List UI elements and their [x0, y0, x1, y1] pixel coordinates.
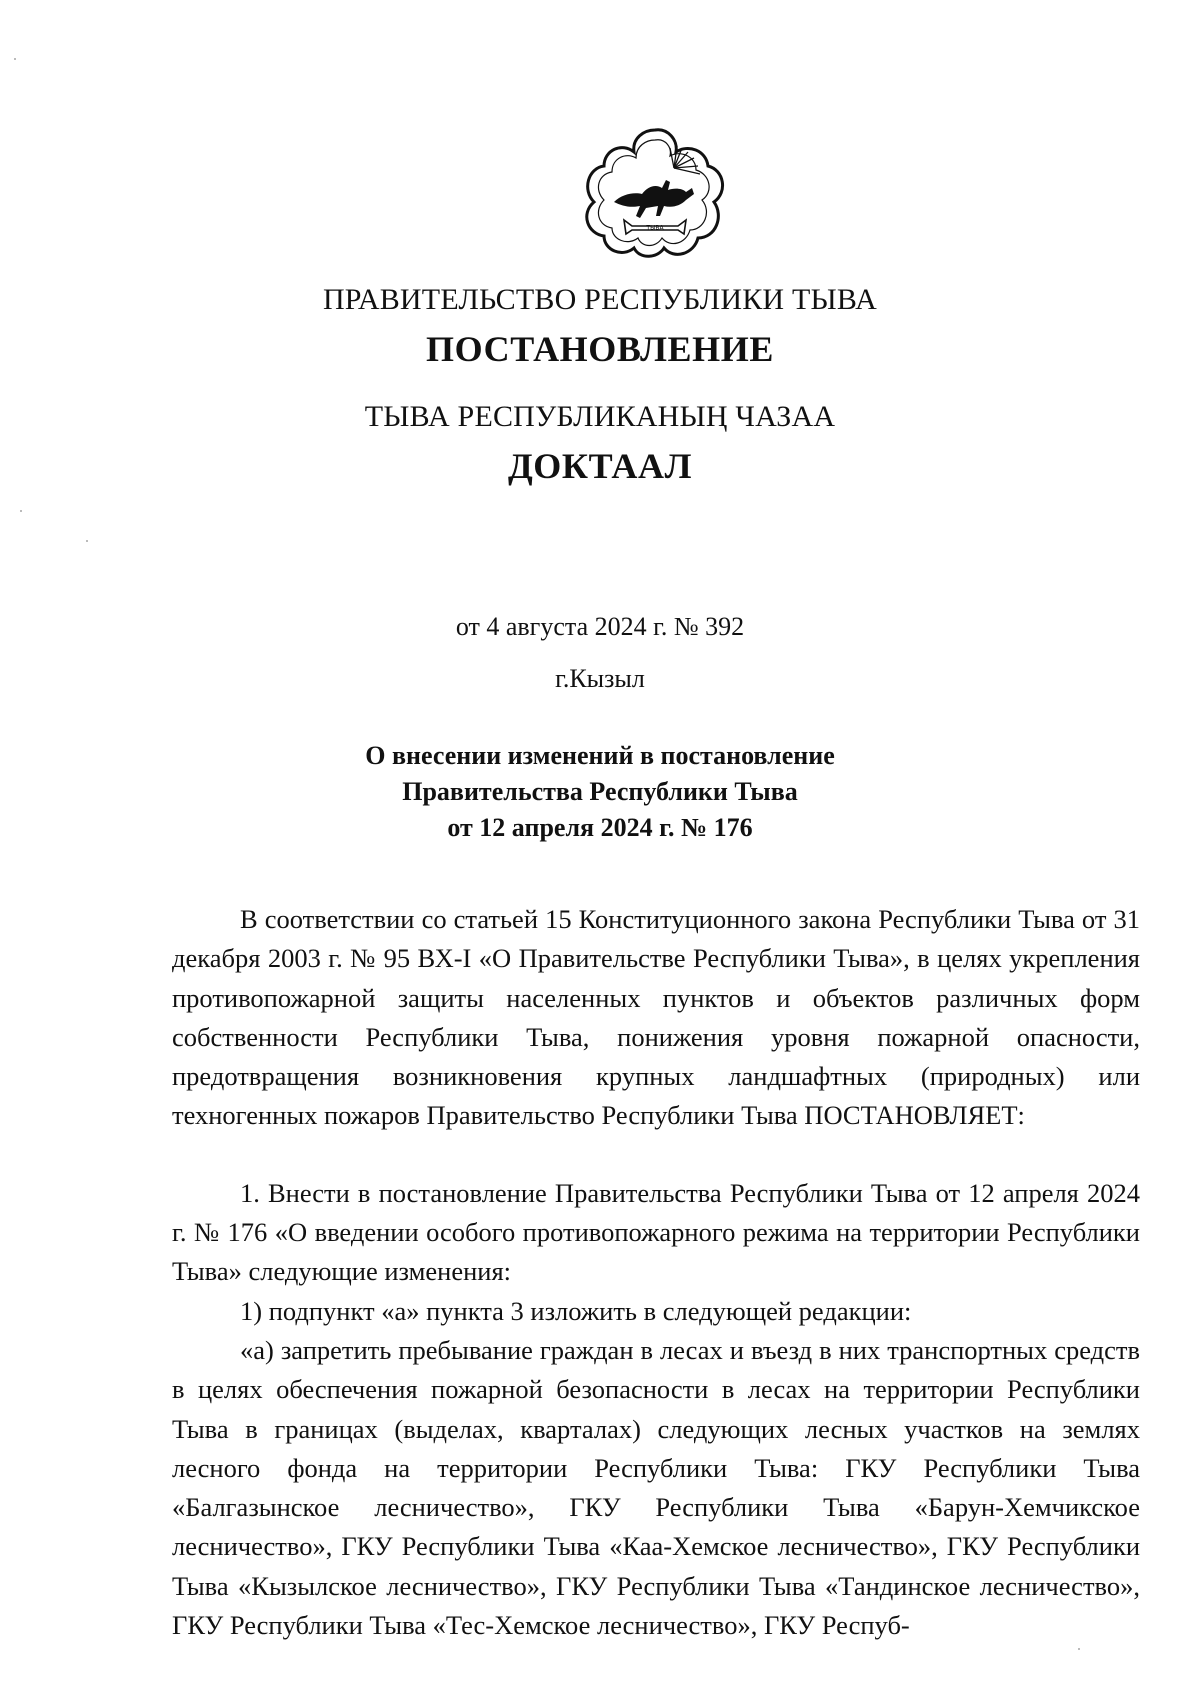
decree-city: г.Кызыл [555, 664, 645, 693]
document-type-tyv: ДОКТААЛ [507, 446, 693, 486]
decree-title-line: от 12 апреля 2024 г. № 176 [447, 813, 753, 842]
decree-date-number: от 4 августа 2024 г. № 392 [455, 612, 745, 641]
scan-speck [86, 540, 88, 542]
decree-body [172, 900, 1140, 1645]
decree-title-line: Правительства Республики Тыва [402, 777, 798, 806]
item-1-paragraph: 1. Внести в постановление Правительства Республики Тыва от 12 апреля 2024 г. № 176 «О введении особого противопожарного режима на территории Республики Тыва» следующие изменения: [172, 1177, 1140, 1287]
decree-title [0, 738, 1200, 846]
scan-speck [14, 58, 16, 60]
decree-title-line: О внесении изменений в постановление [365, 741, 835, 770]
quote-a-paragraph: «а) запретить пребывание граждан в лесах и въезд в них транспортных средств в целях обеспечения пожарной безопасности в лесах на территории Республики Тыва в границах (выделах, кварталах) следующих лесных участков на землях лесного фонда на территории Республики Тыва: ГКУ Республики Тыва «Балгазынское лесничество», ГКУ Республики Тыва «Барун-Хемчикское лесничество», ГКУ Республики Тыва «Каа-Хемское лесничество», ГКУ Республики Тыва «Кызылское лесничество», ГКУ Республики Тыва «Тандинское лесничество», ГКУ Республики Тыва «Тес-Хемское лесничество», ГКУ Респуб- [172, 1334, 1140, 1641]
tuva-emblem-icon [582, 122, 728, 262]
emblem-ribbon-text: ТЫВА [646, 224, 664, 232]
document-type-ru: ПОСТАНОВЛЕНИЕ [426, 329, 774, 369]
preamble-paragraph: В соответствии со статьей 15 Конституционного закона Республики Тыва от 31 декабря 2003 г. № 95 ВХ-I «О Правительстве Республики Тыва», в целях укрепления противопожарной защиты населенных пунктов и объектов различных форм собственности Республики Тыва, понижения уровня пожарной опасности, предотвращения возникновения крупных ландшафтных (природных) или техногенных пожаров Правительство Республики Тыва ПОСТАНОВЛЯЕТ: [172, 904, 1140, 1131]
government-name-tyv: ТЫВА РЕСПУБЛИКАНЫҢ ЧАЗАА [364, 400, 836, 433]
government-name-ru: ПРАВИТЕЛЬСТВО РЕСПУБЛИКИ ТЫВА [322, 283, 878, 316]
scan-speck [1078, 1648, 1080, 1650]
subitem-1-paragraph: 1) подпункт «а» пункта 3 изложить в следующей редакции: [240, 1295, 912, 1326]
scan-speck [20, 510, 22, 512]
